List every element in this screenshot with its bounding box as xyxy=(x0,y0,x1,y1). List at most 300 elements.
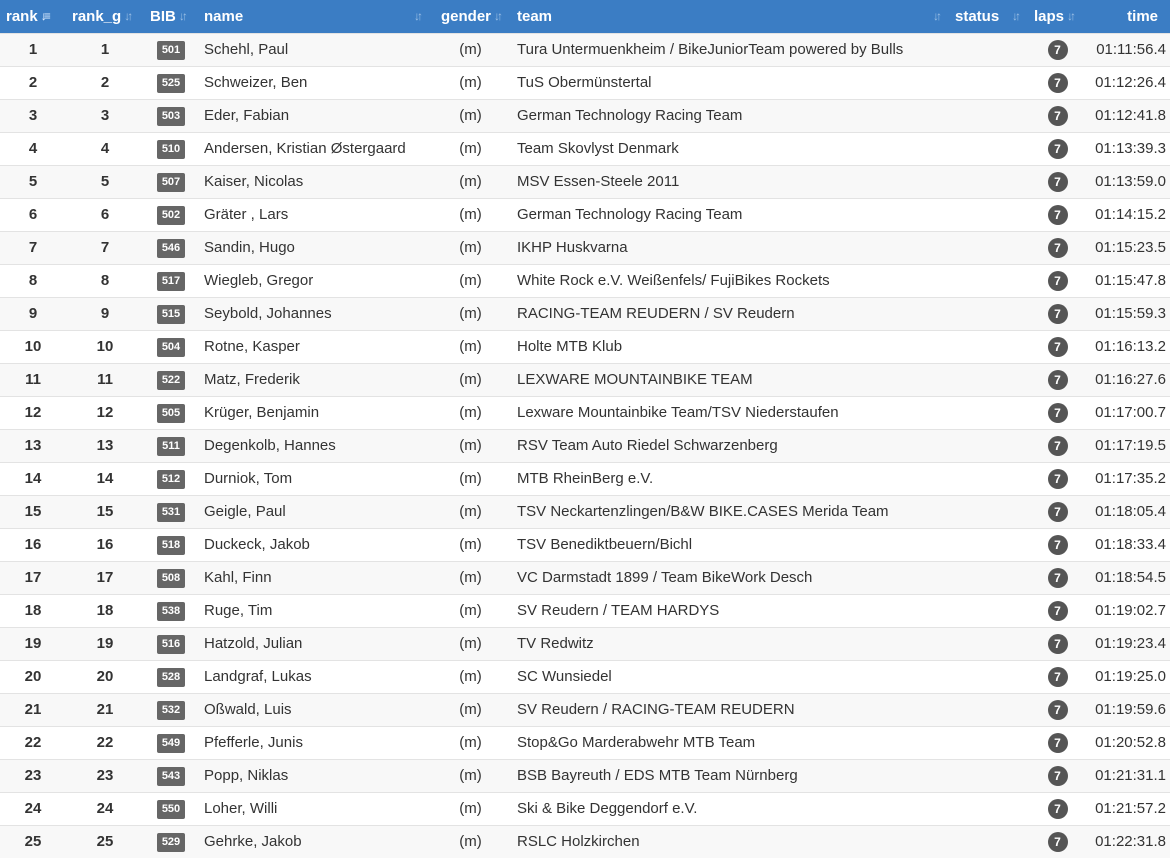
name-cell: Wiegleb, Gregor xyxy=(198,264,430,297)
bib-badge: 502 xyxy=(157,206,185,225)
bib-badge: 504 xyxy=(157,338,185,357)
rank-cell: 19 xyxy=(0,627,66,660)
rank-g-cell: 6 xyxy=(66,198,144,231)
bib-cell xyxy=(144,66,198,99)
gender-cell: (m) xyxy=(430,165,511,198)
time-cell: 01:16:13.2 xyxy=(1087,330,1170,363)
table-row[interactable] xyxy=(0,429,1170,462)
bib-badge: 518 xyxy=(157,536,185,555)
bib-badge: 528 xyxy=(157,668,185,687)
time-cell: 01:17:00.7 xyxy=(1087,396,1170,429)
table-row[interactable] xyxy=(0,132,1170,165)
header-label: team xyxy=(517,7,553,25)
bib-cell xyxy=(144,462,198,495)
rank-g-cell: 22 xyxy=(66,726,144,759)
time-cell: 01:11:56.4 xyxy=(1087,33,1170,66)
time-cell: 01:17:35.2 xyxy=(1087,462,1170,495)
gender-cell: (m) xyxy=(430,792,511,825)
rank-g-cell: 25 xyxy=(66,825,144,858)
team-cell: IKHP Huskvarna xyxy=(511,231,949,264)
name-cell: Landgraf, Lukas xyxy=(198,660,430,693)
status-cell xyxy=(949,693,1028,726)
rank-cell: 24 xyxy=(0,792,66,825)
status-cell xyxy=(949,33,1028,66)
laps-badge: 7 xyxy=(1048,667,1068,687)
rank-g-cell: 14 xyxy=(66,462,144,495)
table-row[interactable] xyxy=(0,792,1170,825)
laps-badge: 7 xyxy=(1048,304,1068,324)
status-cell xyxy=(949,792,1028,825)
team-cell: German Technology Racing Team xyxy=(511,198,949,231)
bib-cell xyxy=(144,660,198,693)
laps-badge: 7 xyxy=(1048,337,1068,357)
name-cell: Schehl, Paul xyxy=(198,33,430,66)
name-cell: Gräter , Lars xyxy=(198,198,430,231)
time-cell: 01:12:41.8 xyxy=(1087,99,1170,132)
rank-cell: 6 xyxy=(0,198,66,231)
col-header-status[interactable] xyxy=(949,0,1028,33)
status-cell xyxy=(949,330,1028,363)
time-cell: 01:18:33.4 xyxy=(1087,528,1170,561)
laps-badge: 7 xyxy=(1048,370,1068,390)
status-cell xyxy=(949,396,1028,429)
status-cell xyxy=(949,594,1028,627)
status-cell xyxy=(949,429,1028,462)
laps-cell xyxy=(1028,693,1087,726)
rank-cell: 11 xyxy=(0,363,66,396)
rank-g-cell: 19 xyxy=(66,627,144,660)
table-row[interactable] xyxy=(0,198,1170,231)
bib-badge: 532 xyxy=(157,701,185,720)
laps-cell xyxy=(1028,66,1087,99)
laps-badge: 7 xyxy=(1048,172,1068,192)
table-row[interactable] xyxy=(0,363,1170,396)
team-cell: German Technology Racing Team xyxy=(511,99,949,132)
rank-cell: 12 xyxy=(0,396,66,429)
rank-cell: 16 xyxy=(0,528,66,561)
rank-cell: 9 xyxy=(0,297,66,330)
header-row xyxy=(0,0,1170,33)
team-cell: RACING-TEAM REUDERN / SV Reudern xyxy=(511,297,949,330)
bib-badge: 543 xyxy=(157,767,185,786)
bib-cell xyxy=(144,429,198,462)
gender-cell: (m) xyxy=(430,297,511,330)
bib-badge: 517 xyxy=(157,272,185,291)
laps-cell xyxy=(1028,396,1087,429)
table-row[interactable] xyxy=(0,561,1170,594)
bib-badge: 546 xyxy=(157,239,185,258)
rank-cell: 8 xyxy=(0,264,66,297)
name-cell: Andersen, Kristian Østergaard xyxy=(198,132,430,165)
bib-cell xyxy=(144,198,198,231)
rank-cell: 10 xyxy=(0,330,66,363)
bib-badge: 512 xyxy=(157,470,185,489)
bib-cell xyxy=(144,132,198,165)
rank-g-cell: 10 xyxy=(66,330,144,363)
table-row[interactable] xyxy=(0,627,1170,660)
laps-badge: 7 xyxy=(1048,205,1068,225)
status-cell xyxy=(949,660,1028,693)
time-cell: 01:15:23.5 xyxy=(1087,231,1170,264)
table-row[interactable] xyxy=(0,594,1170,627)
rank-cell: 21 xyxy=(0,693,66,726)
bib-cell xyxy=(144,825,198,858)
time-cell: 01:21:31.1 xyxy=(1087,759,1170,792)
status-cell xyxy=(949,825,1028,858)
header-label: BIB xyxy=(150,7,176,25)
bib-cell xyxy=(144,594,198,627)
rank-g-cell: 21 xyxy=(66,693,144,726)
table-row[interactable] xyxy=(0,165,1170,198)
status-cell xyxy=(949,66,1028,99)
rank-cell: 4 xyxy=(0,132,66,165)
bib-badge: 550 xyxy=(157,800,185,819)
bib-badge: 515 xyxy=(157,305,185,324)
status-cell xyxy=(949,726,1028,759)
rank-cell: 18 xyxy=(0,594,66,627)
rank-g-cell: 20 xyxy=(66,660,144,693)
name-cell: Rotne, Kasper xyxy=(198,330,430,363)
time-cell: 01:19:59.6 xyxy=(1087,693,1170,726)
gender-cell: (m) xyxy=(430,759,511,792)
status-cell xyxy=(949,528,1028,561)
laps-badge: 7 xyxy=(1048,139,1068,159)
gender-cell: (m) xyxy=(430,627,511,660)
team-cell: White Rock e.V. Weißenfels/ FujiBikes Rockets xyxy=(511,264,949,297)
team-cell: TSV Benediktbeuern/Bichl xyxy=(511,528,949,561)
rank-g-cell: 5 xyxy=(66,165,144,198)
bib-cell xyxy=(144,627,198,660)
bib-cell xyxy=(144,792,198,825)
bib-cell xyxy=(144,297,198,330)
laps-cell xyxy=(1028,132,1087,165)
gender-cell: (m) xyxy=(430,198,511,231)
bib-badge: 549 xyxy=(157,734,185,753)
laps-cell xyxy=(1028,264,1087,297)
table-row[interactable] xyxy=(0,495,1170,528)
laps-badge: 7 xyxy=(1048,832,1068,852)
table-row[interactable] xyxy=(0,297,1170,330)
header-label: rank_g xyxy=(72,7,122,25)
laps-cell xyxy=(1028,99,1087,132)
table-row[interactable] xyxy=(0,264,1170,297)
bib-cell xyxy=(144,264,198,297)
time-cell: 01:20:52.8 xyxy=(1087,726,1170,759)
team-cell: Holte MTB Klub xyxy=(511,330,949,363)
status-cell xyxy=(949,462,1028,495)
rank-cell: 22 xyxy=(0,726,66,759)
laps-cell xyxy=(1028,726,1087,759)
results-body xyxy=(0,33,1170,858)
col-header-rank[interactable] xyxy=(0,0,66,33)
col-header-laps[interactable] xyxy=(1028,0,1087,33)
rank-g-cell: 11 xyxy=(66,363,144,396)
name-cell: Kaiser, Nicolas xyxy=(198,165,430,198)
time-cell: 01:19:23.4 xyxy=(1087,627,1170,660)
team-cell: RSV Team Auto Riedel Schwarzenberg xyxy=(511,429,949,462)
table-row[interactable] xyxy=(0,825,1170,858)
team-cell: TV Redwitz xyxy=(511,627,949,660)
status-cell xyxy=(949,132,1028,165)
table-row[interactable] xyxy=(0,396,1170,429)
laps-badge: 7 xyxy=(1048,634,1068,654)
rank-g-cell: 16 xyxy=(66,528,144,561)
bib-badge: 531 xyxy=(157,503,185,522)
gender-cell: (m) xyxy=(430,495,511,528)
table-row[interactable] xyxy=(0,726,1170,759)
gender-cell: (m) xyxy=(430,528,511,561)
team-cell: TuS Obermünstertal xyxy=(511,66,949,99)
rank-cell: 17 xyxy=(0,561,66,594)
bib-cell xyxy=(144,330,198,363)
time-cell: 01:18:54.5 xyxy=(1087,561,1170,594)
laps-badge: 7 xyxy=(1048,403,1068,423)
table-row[interactable] xyxy=(0,99,1170,132)
status-cell xyxy=(949,759,1028,792)
name-cell: Schweizer, Ben xyxy=(198,66,430,99)
table-row[interactable] xyxy=(0,462,1170,495)
sort-arrows-icon: ↓↑ xyxy=(494,8,500,23)
gender-cell: (m) xyxy=(430,462,511,495)
gender-cell: (m) xyxy=(430,561,511,594)
laps-cell xyxy=(1028,594,1087,627)
team-cell: SV Reudern / RACING-TEAM REUDERN xyxy=(511,693,949,726)
bib-cell xyxy=(144,528,198,561)
time-cell: 01:15:59.3 xyxy=(1087,297,1170,330)
rank-cell: 13 xyxy=(0,429,66,462)
rank-cell: 25 xyxy=(0,825,66,858)
bib-cell xyxy=(144,165,198,198)
sort-arrows-icon: ↓↑ xyxy=(414,9,420,23)
gender-cell: (m) xyxy=(430,825,511,858)
name-cell: Degenkolb, Hannes xyxy=(198,429,430,462)
bib-cell xyxy=(144,231,198,264)
team-cell: Team Skovlyst Denmark xyxy=(511,132,949,165)
name-cell: Gehrke, Jakob xyxy=(198,825,430,858)
header-label: status xyxy=(955,7,1000,25)
col-header-time[interactable] xyxy=(1087,0,1170,33)
laps-cell xyxy=(1028,528,1087,561)
bib-badge: 529 xyxy=(157,833,185,852)
gender-cell: (m) xyxy=(430,330,511,363)
laps-badge: 7 xyxy=(1048,40,1068,60)
laps-cell xyxy=(1028,495,1087,528)
bib-cell xyxy=(144,495,198,528)
rank-cell: 3 xyxy=(0,99,66,132)
laps-badge: 7 xyxy=(1048,700,1068,720)
gender-cell: (m) xyxy=(430,231,511,264)
name-cell: Geigle, Paul xyxy=(198,495,430,528)
rank-g-cell: 13 xyxy=(66,429,144,462)
rank-cell: 1 xyxy=(0,33,66,66)
bib-badge: 538 xyxy=(157,602,185,621)
name-cell: Duckeck, Jakob xyxy=(198,528,430,561)
header-label: laps xyxy=(1034,7,1065,25)
laps-badge: 7 xyxy=(1048,469,1068,489)
time-cell: 01:19:02.7 xyxy=(1087,594,1170,627)
team-cell: Stop&Go Marderabwehr MTB Team xyxy=(511,726,949,759)
bib-badge: 501 xyxy=(157,41,185,60)
rank-g-cell: 18 xyxy=(66,594,144,627)
col-header-name[interactable] xyxy=(198,0,430,33)
sort-arrows-icon: ↓↑ xyxy=(1067,8,1074,23)
rank-g-cell: 9 xyxy=(66,297,144,330)
table-row[interactable] xyxy=(0,33,1170,66)
laps-badge: 7 xyxy=(1048,106,1068,126)
time-cell: 01:12:26.4 xyxy=(1087,66,1170,99)
rank-g-cell: 24 xyxy=(66,792,144,825)
bib-cell xyxy=(144,33,198,66)
team-cell: Lexware Mountainbike Team/TSV Niederstaufen xyxy=(511,396,949,429)
laps-cell xyxy=(1028,33,1087,66)
sort-arrows-icon: ↓↑ xyxy=(178,8,185,23)
laps-badge: 7 xyxy=(1048,502,1068,522)
laps-badge: 7 xyxy=(1048,733,1068,753)
time-cell: 01:15:47.8 xyxy=(1087,264,1170,297)
bib-badge: 503 xyxy=(157,107,185,126)
time-cell: 01:19:25.0 xyxy=(1087,660,1170,693)
laps-cell xyxy=(1028,429,1087,462)
col-header-gender[interactable] xyxy=(430,0,511,33)
laps-cell xyxy=(1028,759,1087,792)
status-cell xyxy=(949,363,1028,396)
laps-badge: 7 xyxy=(1048,601,1068,621)
gender-cell: (m) xyxy=(430,396,511,429)
status-cell xyxy=(949,198,1028,231)
team-cell: BSB Bayreuth / EDS MTB Team Nürnberg xyxy=(511,759,949,792)
time-cell: 01:13:59.0 xyxy=(1087,165,1170,198)
laps-badge: 7 xyxy=(1048,799,1068,819)
rank-cell: 5 xyxy=(0,165,66,198)
bib-badge: 510 xyxy=(157,140,185,159)
sort-desc-icon: ↓≡ xyxy=(40,8,48,23)
gender-cell: (m) xyxy=(430,66,511,99)
laps-cell xyxy=(1028,660,1087,693)
gender-cell: (m) xyxy=(430,726,511,759)
name-cell: Seybold, Johannes xyxy=(198,297,430,330)
status-cell xyxy=(949,165,1028,198)
laps-cell xyxy=(1028,165,1087,198)
col-header-team[interactable] xyxy=(511,0,949,33)
time-cell: 01:14:15.2 xyxy=(1087,198,1170,231)
rank-cell: 23 xyxy=(0,759,66,792)
gender-cell: (m) xyxy=(430,132,511,165)
laps-cell xyxy=(1028,462,1087,495)
name-cell: Pfefferle, Junis xyxy=(198,726,430,759)
name-cell: Durniok, Tom xyxy=(198,462,430,495)
laps-cell xyxy=(1028,231,1087,264)
bib-badge: 516 xyxy=(157,635,185,654)
team-cell: Ski & Bike Deggendorf e.V. xyxy=(511,792,949,825)
team-cell: TSV Neckartenzlingen/B&W BIKE.CASES Merida Team xyxy=(511,495,949,528)
time-cell: 01:18:05.4 xyxy=(1087,495,1170,528)
table-row[interactable] xyxy=(0,759,1170,792)
col-header-bib[interactable] xyxy=(144,0,198,33)
gender-cell: (m) xyxy=(430,660,511,693)
name-cell: Sandin, Hugo xyxy=(198,231,430,264)
team-cell: SV Reudern / TEAM HARDYS xyxy=(511,594,949,627)
rank-g-cell: 1 xyxy=(66,33,144,66)
table-row[interactable] xyxy=(0,330,1170,363)
rank-cell: 15 xyxy=(0,495,66,528)
name-cell: Eder, Fabian xyxy=(198,99,430,132)
status-cell xyxy=(949,627,1028,660)
time-cell: 01:17:19.5 xyxy=(1087,429,1170,462)
laps-badge: 7 xyxy=(1048,73,1068,93)
header-label: gender xyxy=(440,7,491,25)
bib-cell xyxy=(144,759,198,792)
laps-cell xyxy=(1028,627,1087,660)
header-label: name xyxy=(204,7,244,25)
gender-cell: (m) xyxy=(430,693,511,726)
team-cell: RSLC Holzkirchen xyxy=(511,825,949,858)
name-cell: Loher, Willi xyxy=(198,792,430,825)
table-row[interactable] xyxy=(0,66,1170,99)
gender-cell: (m) xyxy=(430,99,511,132)
rank-g-cell: 17 xyxy=(66,561,144,594)
rank-g-cell: 15 xyxy=(66,495,144,528)
laps-badge: 7 xyxy=(1048,436,1068,456)
col-header-rank-g[interactable] xyxy=(66,0,144,33)
bib-cell xyxy=(144,693,198,726)
rank-cell: 14 xyxy=(0,462,66,495)
team-cell: MSV Essen-Steele 2011 xyxy=(511,165,949,198)
rank-cell: 20 xyxy=(0,660,66,693)
bib-badge: 522 xyxy=(157,371,185,390)
time-cell: 01:22:31.8 xyxy=(1087,825,1170,858)
bib-badge: 511 xyxy=(157,437,185,456)
laps-cell xyxy=(1028,825,1087,858)
gender-cell: (m) xyxy=(430,594,511,627)
bib-cell xyxy=(144,726,198,759)
name-cell: Popp, Niklas xyxy=(198,759,430,792)
rank-g-cell: 12 xyxy=(66,396,144,429)
header-label: time xyxy=(1127,7,1158,25)
table-row[interactable] xyxy=(0,231,1170,264)
bib-badge: 508 xyxy=(157,569,185,588)
table-row[interactable] xyxy=(0,528,1170,561)
gender-cell: (m) xyxy=(430,363,511,396)
rank-g-cell: 23 xyxy=(66,759,144,792)
rank-cell: 2 xyxy=(0,66,66,99)
rank-g-cell: 2 xyxy=(66,66,144,99)
name-cell: Ruge, Tim xyxy=(198,594,430,627)
rank-cell: 7 xyxy=(0,231,66,264)
status-cell xyxy=(949,495,1028,528)
team-cell: VC Darmstadt 1899 / Team BikeWork Desch xyxy=(511,561,949,594)
rank-g-cell: 7 xyxy=(66,231,144,264)
laps-cell xyxy=(1028,330,1087,363)
sort-arrows-icon: ↓↑ xyxy=(124,8,131,23)
team-cell: LEXWARE MOUNTAINBIKE TEAM xyxy=(511,363,949,396)
laps-cell xyxy=(1028,792,1087,825)
bib-badge: 525 xyxy=(157,74,185,93)
table-row[interactable] xyxy=(0,660,1170,693)
laps-badge: 7 xyxy=(1048,271,1068,291)
laps-badge: 7 xyxy=(1048,535,1068,555)
laps-cell xyxy=(1028,561,1087,594)
laps-badge: 7 xyxy=(1048,238,1068,258)
bib-cell xyxy=(144,363,198,396)
bib-cell xyxy=(144,99,198,132)
bib-badge: 505 xyxy=(157,404,185,423)
table-row[interactable] xyxy=(0,693,1170,726)
header-label: rank xyxy=(6,7,38,25)
laps-cell xyxy=(1028,363,1087,396)
laps-badge: 7 xyxy=(1048,766,1068,786)
status-cell xyxy=(949,297,1028,330)
gender-cell: (m) xyxy=(430,264,511,297)
